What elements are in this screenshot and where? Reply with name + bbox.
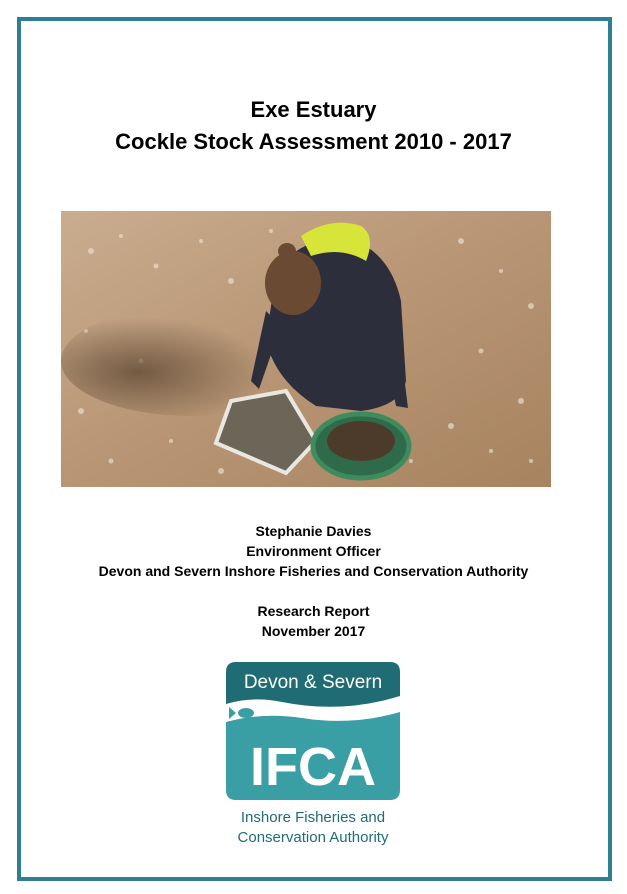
report-date: November 2017 xyxy=(261,623,366,639)
logo-acronym-text: IFCA xyxy=(250,737,376,797)
report-type: Research Report xyxy=(257,603,370,619)
report-title-line-2: Cockle Stock Assessment 2010 - 2017 xyxy=(115,129,512,154)
report-title-line-1: Exe Estuary xyxy=(250,97,377,122)
author-organisation: Devon and Severn Inshore Fisheries and Conservation Authority xyxy=(98,563,529,579)
logo-region-text: Devon & Severn xyxy=(243,672,383,693)
ifca-logo xyxy=(222,658,404,850)
author-name: Stephanie Davies xyxy=(255,523,372,539)
cover-photo xyxy=(61,211,551,487)
logo-tagline-line-1: Inshore Fisheries and xyxy=(240,809,386,826)
author-role: Environment Officer xyxy=(246,543,381,559)
logo-tagline-line-2: Conservation Authority xyxy=(237,829,389,846)
